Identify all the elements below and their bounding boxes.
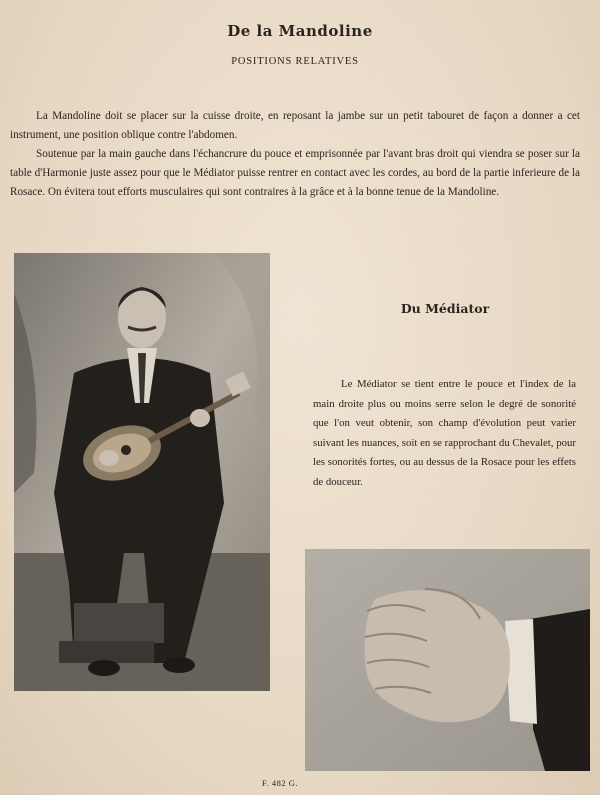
section-paragraph: Le Médiator se tient entre le pouce et l'index de la main droite plus ou moins serre selon le degré de sonorité que l'on veut obtenir, son champ d'évolution peut varier suivant les nuances, soit en se rapprochant du Chevalet, pour les sonorités fortes, ou au dessus de la Rosace pour les effets de douceur. [313,378,576,488]
mandolin-player-photo [14,253,270,691]
page-title: De la Mandoline [227,22,373,40]
section-title: Du Médiator [400,301,490,316]
intro-text [10,107,580,202]
intro-paragraph-2: Soutenue par la main gauche dans l'échancrure du pouce et emprisonnée par l'avant bras droit qui viendra se poser sur la table d'Harmonie juste assez pour que le Médiator puisse rentrer en contact avec les cordes, au bord de la partie inferieure de la Rosace. On évitera tout efforts musculaires qui sont contraires à la grâce et à la bonne tenue de la Mandoline. [10,148,580,198]
section-text [313,375,576,492]
plate-number: F. 482 G. [262,778,298,788]
page-subtitle: POSITIONS RELATIVES [231,56,359,67]
intro-paragraph-1: La Mandoline doit se placer sur la cuisse droite, en reposant la jambe sur un petit tabouret de façon a donner a cet instrument, une position oblique contre l'abdomen. [10,110,580,141]
hand-mediator-photo [305,549,590,771]
